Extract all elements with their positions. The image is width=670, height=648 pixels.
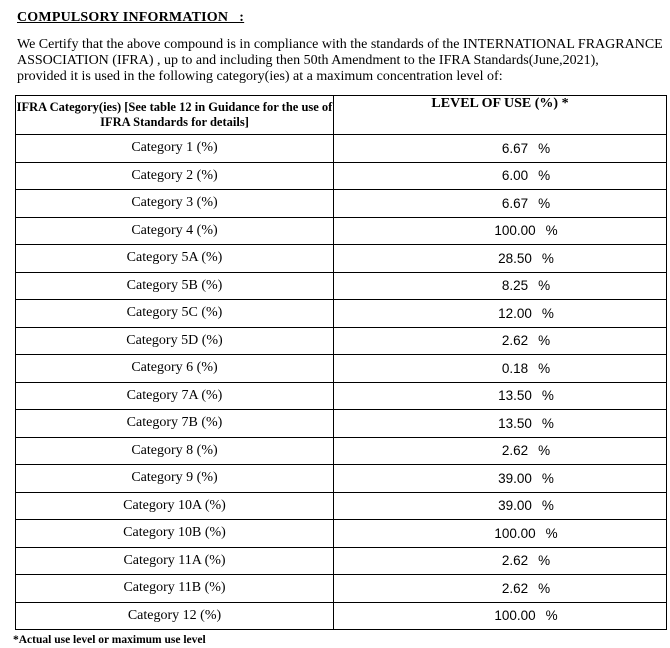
table-row bbox=[16, 272, 667, 300]
table-row bbox=[16, 575, 667, 603]
level-cell bbox=[334, 602, 667, 630]
table-header-row bbox=[16, 96, 667, 135]
table-row bbox=[16, 465, 667, 493]
level-unit: % bbox=[545, 223, 558, 239]
level-unit: % bbox=[541, 498, 554, 514]
level-cell bbox=[334, 437, 667, 465]
level-value: 2.62 bbox=[501, 580, 529, 596]
level-cell bbox=[334, 135, 667, 163]
statement-line: We Certify that the above compound is in compliance with the standards of the INTERNATIONAL FRAGRANCE bbox=[17, 37, 663, 52]
table-row bbox=[16, 245, 667, 273]
section-heading: COMPULSORY INFORMATION : bbox=[17, 10, 245, 25]
level-cell bbox=[334, 327, 667, 355]
level-value: 28.50 bbox=[498, 250, 532, 266]
table-row bbox=[16, 520, 667, 548]
level-unit: % bbox=[541, 250, 554, 266]
level-value: 2.62 bbox=[501, 333, 529, 349]
table-row bbox=[16, 162, 667, 190]
statement-line: ASSOCIATION (IFRA) , up to and including then 50th Amendment to the IFRA Standards(June,2021), bbox=[17, 53, 599, 68]
table-row bbox=[16, 355, 667, 383]
level-unit: % bbox=[538, 168, 551, 184]
category-cell: Category 12 (%) bbox=[16, 602, 334, 630]
level-unit: % bbox=[538, 580, 551, 596]
level-unit: % bbox=[541, 415, 554, 431]
level-cell bbox=[334, 382, 667, 410]
level-value: 6.00 bbox=[501, 168, 529, 184]
category-cell: Category 5C (%) bbox=[16, 300, 334, 328]
level-cell bbox=[334, 547, 667, 575]
level-unit: % bbox=[541, 305, 554, 321]
level-cell bbox=[334, 190, 667, 218]
table-row bbox=[16, 437, 667, 465]
level-value: 2.62 bbox=[501, 553, 529, 569]
level-unit: % bbox=[538, 333, 551, 349]
header-level-of-use: LEVEL OF USE (%) * bbox=[334, 96, 667, 135]
statement-line: provided it is used in the following category(ies) at a maximum concentration level of: bbox=[17, 69, 503, 84]
table-row bbox=[16, 135, 667, 163]
category-cell: Category 5B (%) bbox=[16, 272, 334, 300]
category-cell: Category 5A (%) bbox=[16, 245, 334, 273]
header-category: IFRA Category(ies) [See table 12 in Guidance for the use of IFRA Standards for details] bbox=[16, 96, 334, 135]
level-value: 39.00 bbox=[498, 470, 532, 486]
footnote: *Actual use level or maximum use level bbox=[13, 634, 206, 646]
level-cell bbox=[334, 162, 667, 190]
category-cell: Category 10B (%) bbox=[16, 520, 334, 548]
level-unit: % bbox=[541, 470, 554, 486]
category-cell: Category 8 (%) bbox=[16, 437, 334, 465]
table-row bbox=[16, 492, 667, 520]
level-value: 100.00 bbox=[494, 525, 536, 541]
table-row bbox=[16, 547, 667, 575]
table-row bbox=[16, 190, 667, 218]
category-cell: Category 1 (%) bbox=[16, 135, 334, 163]
level-unit: % bbox=[538, 553, 551, 569]
level-value: 8.25 bbox=[501, 278, 529, 294]
category-cell: Category 10A (%) bbox=[16, 492, 334, 520]
level-cell bbox=[334, 245, 667, 273]
level-cell bbox=[334, 300, 667, 328]
category-cell: Category 9 (%) bbox=[16, 465, 334, 493]
level-value: 100.00 bbox=[494, 223, 536, 239]
category-cell: Category 11B (%) bbox=[16, 575, 334, 603]
level-value: 0.18 bbox=[501, 360, 529, 376]
category-cell: Category 3 (%) bbox=[16, 190, 334, 218]
table-row bbox=[16, 602, 667, 630]
level-value: 2.62 bbox=[501, 443, 529, 459]
level-unit: % bbox=[538, 278, 551, 294]
level-value: 6.67 bbox=[501, 195, 529, 211]
level-value: 100.00 bbox=[494, 608, 536, 624]
level-unit: % bbox=[541, 388, 554, 404]
level-unit: % bbox=[538, 443, 551, 459]
table-row bbox=[16, 327, 667, 355]
table-row bbox=[16, 217, 667, 245]
level-value: 39.00 bbox=[498, 498, 532, 514]
category-cell: Category 7A (%) bbox=[16, 382, 334, 410]
level-value: 12.00 bbox=[498, 305, 532, 321]
category-cell: Category 4 (%) bbox=[16, 217, 334, 245]
compliance-statement bbox=[17, 37, 670, 85]
table-row bbox=[16, 300, 667, 328]
category-cell: Category 11A (%) bbox=[16, 547, 334, 575]
category-cell: Category 5D (%) bbox=[16, 327, 334, 355]
category-cell: Category 6 (%) bbox=[16, 355, 334, 383]
category-cell: Category 2 (%) bbox=[16, 162, 334, 190]
level-cell bbox=[334, 465, 667, 493]
level-value: 13.50 bbox=[498, 388, 532, 404]
level-unit: % bbox=[538, 195, 551, 211]
level-cell bbox=[334, 217, 667, 245]
level-unit: % bbox=[538, 140, 551, 156]
category-cell: Category 7B (%) bbox=[16, 410, 334, 438]
level-cell bbox=[334, 492, 667, 520]
level-unit: % bbox=[545, 608, 558, 624]
level-cell bbox=[334, 272, 667, 300]
level-value: 6.67 bbox=[501, 140, 529, 156]
level-unit: % bbox=[538, 360, 551, 376]
level-cell bbox=[334, 355, 667, 383]
table-row bbox=[16, 382, 667, 410]
level-unit: % bbox=[545, 525, 558, 541]
table-row bbox=[16, 410, 667, 438]
level-cell bbox=[334, 520, 667, 548]
ifra-category-table bbox=[15, 95, 667, 630]
level-value: 13.50 bbox=[498, 415, 532, 431]
level-cell bbox=[334, 410, 667, 438]
level-cell bbox=[334, 575, 667, 603]
